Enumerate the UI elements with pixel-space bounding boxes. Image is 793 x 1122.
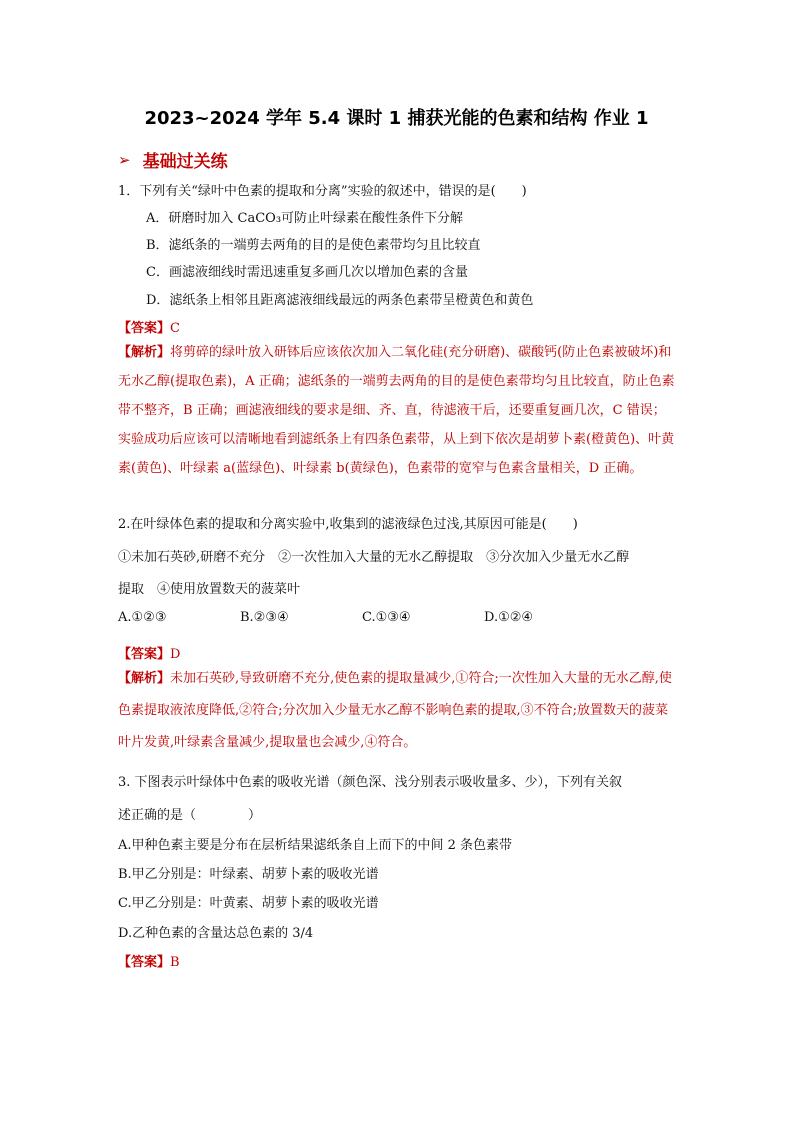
answer-value: C: [170, 321, 180, 336]
answer-tag: 【答案】: [118, 955, 171, 970]
q2-items-line2: 提取 ④使用放置数天的菠菜叶: [118, 582, 301, 597]
q1-answer: [118, 317, 180, 336]
q3-option-c: C.甲乙分别是：叶黄素、胡萝卜素的吸收光谱: [118, 896, 379, 911]
answer-tag: 【答案】: [118, 321, 171, 336]
q2-options: [118, 610, 606, 625]
q3-option-b: B.甲乙分别是：叶绿素、胡萝卜素的吸收光谱: [118, 867, 379, 882]
q2-option-b: B.②③④: [240, 610, 289, 625]
analysis-text: 将剪碎的绿叶放入研钵后应该依次加入二氧化硅(充分研磨)、碳酸钙(防止色素被破坏)和无水乙醇(提取色素)，A 正确；滤纸条的一端剪去两角的目的是使色素带均匀且比较直，防止色素带不整齐，B 正确；画滤液细线的要求是细、齐、直，待滤液干后，还要重复画几次，C 错误；实验成功后应该可以清晰地看到滤纸条上有四条色素带，从上到下依次是胡萝卜素(橙黄色)、叶黄素(黄色)、叶绿素 a(蓝绿色)、叶绿素 b(黄绿色)，色素带的宽窄与色素含量相关，D 正确。: [118, 345, 675, 476]
answer-tag: 【答案】: [118, 647, 171, 662]
q1-option-b: B．滤纸条的一端剪去两角的目的是使色素带均匀且比较直: [146, 238, 481, 253]
q1-option-c: C．画滤液细线时需迅速重复多画几次以增加色素的含量: [146, 265, 468, 280]
q3-stem-line1: 3. 下图表示叶绿体中色素的吸收光谱（颜色深、浅分别表示吸收量多、少），下列有关叙: [118, 775, 623, 790]
q3-option-d: D.乙种色素的含量达总色素的 3/4: [118, 926, 314, 941]
analysis-tag: 【解析】: [118, 345, 171, 360]
arrow-icon: ➢: [118, 150, 131, 169]
answer-value: B: [170, 955, 180, 970]
q2-items-line1: ①未加石英砂,研磨不充分 ②一次性加入大量的无水乙醇提取 ③分次加入少量无水乙醇: [118, 550, 630, 565]
q1-analysis: [118, 338, 678, 483]
page-title: 2023~2024 学年 5.4 课时 1 捕获光能的色素和结构 作业 1: [144, 108, 649, 129]
q2-stem: 2.在叶绿体色素的提取和分离实验中,收集到的滤液绿色过浅,其原因可能是( ): [118, 517, 578, 532]
q3-option-a: A.甲种色素主要是分布在层析结果滤纸条自上而下的中间 2 条色素带: [118, 838, 513, 853]
q2-analysis: [118, 663, 678, 759]
q1-option-d: D．滤纸条上相邻且距离滤液细线最远的两条色素带呈橙黄色和黄色: [146, 293, 534, 308]
section-heading: [118, 147, 228, 172]
q2-answer: [118, 643, 180, 662]
answer-value: D: [170, 647, 181, 662]
q2-option-c: C.①③④: [362, 610, 411, 625]
q3-stem-line2: 述正确的是（ ）: [118, 808, 262, 823]
analysis-text: 未加石英砂,导致研磨不充分,使色素的提取量减少,①符合;一次性加入大量的无水乙醇,使色素提取液浓度降低,②符合;分次加入少量无水乙醇不影响色素的提取,③不符合;放置数天的菠菜叶片发黄,叶绿素含量减少,提取量也会减少,④符合。: [118, 671, 672, 750]
q2-option-d: D.①②④: [484, 610, 534, 625]
analysis-tag: 【解析】: [118, 671, 171, 686]
q2-option-a: A.①②③: [118, 610, 167, 625]
q1-option-a: A．研磨时加入 CaCO₃可防止叶绿素在酸性条件下分解: [146, 211, 464, 226]
q1-stem: 1．下列有关“绿叶中色素的提取和分离”实验的叙述中，错误的是( ): [118, 184, 527, 199]
q3-answer: [118, 951, 180, 970]
section-label: 基础过关练: [142, 152, 228, 172]
